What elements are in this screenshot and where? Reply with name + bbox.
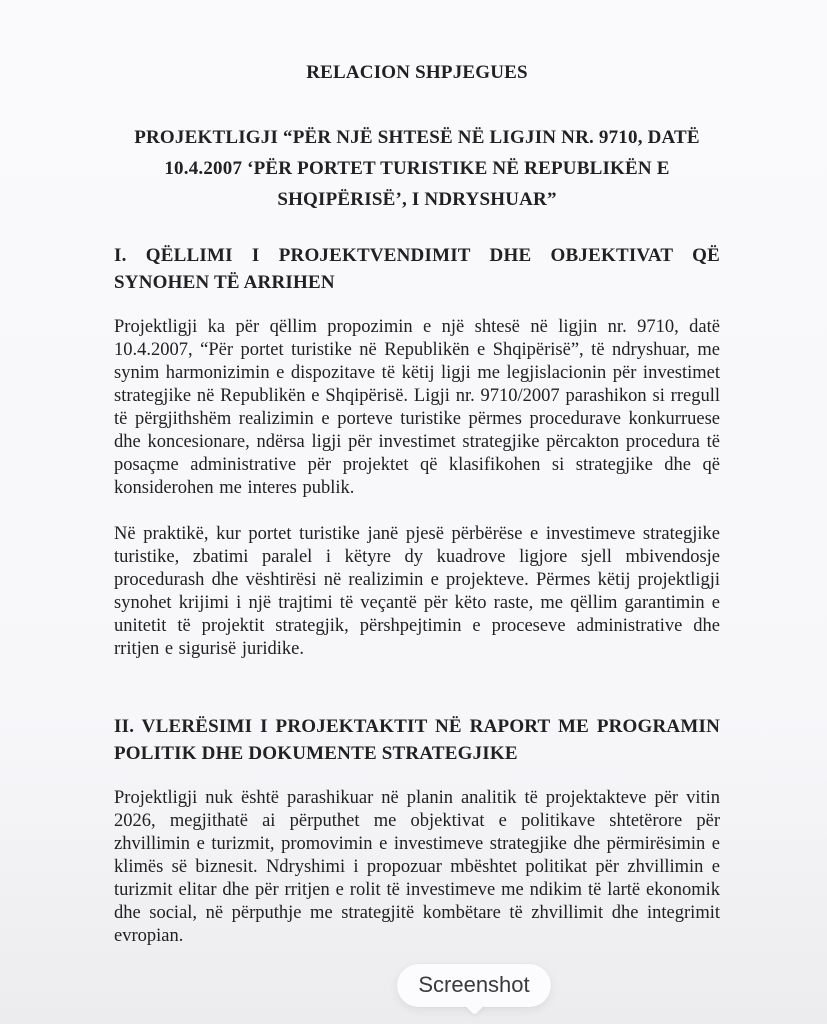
screenshot-pill[interactable] bbox=[397, 964, 551, 1007]
section-1-heading: I. QËLLIMI I PROJEKTVENDIMIT DHE OBJEKTIVAT QË SYNOHEN TË ARRIHEN bbox=[114, 245, 720, 293]
section-qellimi bbox=[114, 242, 720, 661]
section-vleresimi bbox=[114, 713, 720, 948]
section-1-paragraph-1: Projektligji ka për qëllim propozimin e një shtesë në ligjin nr. 9710, datë 10.4.2007, “Për portet turistike në Republikën e Shqipërisë”, të ndryshuar, me synim harmonizimin e dispozitave të këtij ligji me legjislacionin për investimet strategjike në Republikën e Shqipërisë. Ligji nr. 9710/2007 parashikon si rregull të përgjithshëm realizimin e porteve turistike përmes procedurave konkurruese dhe koncesionare, ndërsa ligji për investimet strategjike përcakton procedura të posaçme administrative për projektet që klasifikohen si strategjike dhe që konsiderohen me interes publik. bbox=[114, 317, 720, 498]
document-title: RELACION SHPJEGUES bbox=[306, 62, 528, 83]
section-2-heading: II. VLERËSIMI I PROJEKTAKTIT NË RAPORT ME PROGRAMIN POLITIK DHE DOKUMENTE STRATEGJIKE bbox=[114, 716, 720, 764]
section-1-paragraph-2: Në praktikë, kur portet turistike janë pjesë përbërëse e investimeve strategjike turistike, zbatimi paralel i këtyre dy kuadrove ligjore sjell mbivendosje procedurash dhe vështirësi në realizimin e projekteve. Përmes këtij projektligji synohet krijimi i një trajtimi të veçantë për këto raste, me qëllim garantimin e unitetit të projektit strategjik, përshpejtimin e proceseve administrative dhe rritjen e sigurisë juridike. bbox=[114, 524, 720, 659]
law-title: PROJEKTLIGJI “PËR NJË SHTESË NË LIGJIN NR. 9710, DATË 10.4.2007 ‘PËR PORTET TURISTIKE NË REPUBLIKËN E SHQIPËRISË’, I NDRYSHUAR” bbox=[134, 127, 700, 210]
screenshot-pill-label: Screenshot bbox=[418, 971, 530, 997]
section-2-paragraph-1: Projektligji nuk është parashikuar në planin analitik të projektakteve për vitin 2026, megjithatë ai përputhet me objektivat e politikave shtetërore për zhvillimin e turizmit, promovimin e investimeve strategjike dhe përmirësimin e klimës së biznesit. Ndryshimi i propozuar mbështet politikat për zhvillimin e turizmit elitar dhe për rritjen e rolit të investimeve me ndikim të lartë ekonomik dhe social, në përputhje me strategjitë kombëtare të zhvillimit dhe integrimit evropian. bbox=[114, 788, 720, 946]
